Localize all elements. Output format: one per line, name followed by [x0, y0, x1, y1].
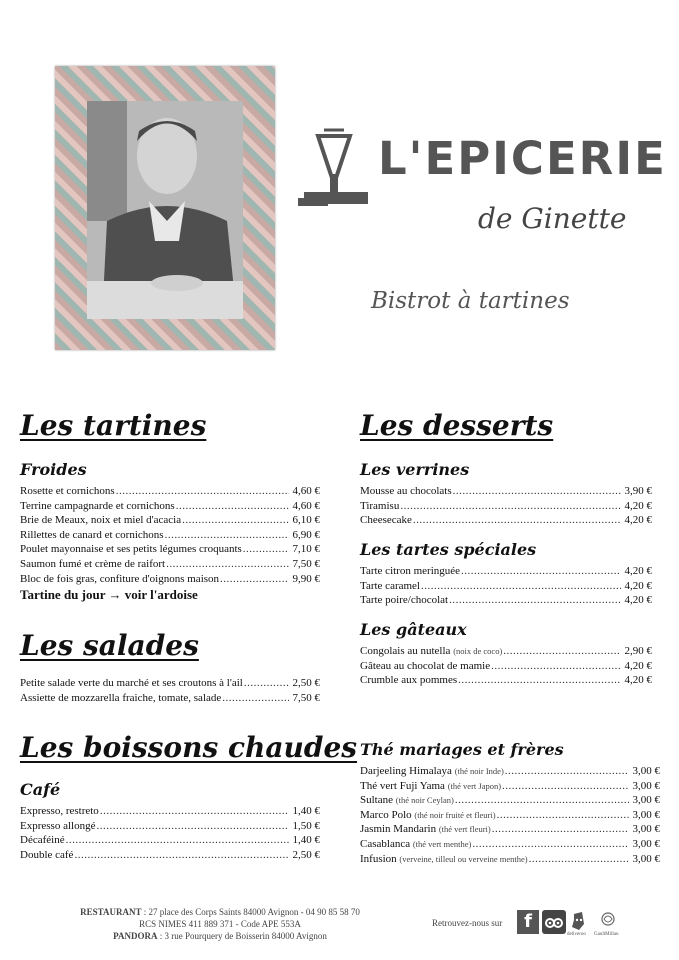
list-item: Décaféiné ..... 1,40 €	[20, 833, 320, 848]
list-item: Mousse au chocolats ..... 3,90 €	[360, 484, 652, 499]
brand-subtitle: de Ginette	[478, 202, 627, 235]
gateaux-list	[360, 644, 652, 688]
tartine-du-jour: Tartine du jour → voir l'ardoise	[20, 587, 198, 603]
rcs-line: RCS NIMES 411 889 371 - Code APE 553A	[139, 919, 301, 929]
gm-caption: GaultMillau	[594, 932, 619, 937]
footer-address	[40, 906, 400, 942]
list-item: Tiramisu ..... 4,20 €	[360, 499, 652, 514]
scale-logo-icon	[298, 128, 370, 212]
list-item: Brie de Meaux, noix et miel d'acacia ..... 6,10 €	[20, 513, 320, 528]
the-list	[360, 764, 660, 866]
cafe-subheading: Café	[20, 780, 61, 799]
list-item: Bloc de fois gras, confiture d'oignons maison ..... 9,90 €	[20, 572, 320, 587]
gault-millau-icon[interactable]	[594, 910, 622, 934]
list-item: Jasmin Mandarin (thé vert fleuri) ..... 3,00 €	[360, 822, 660, 837]
list-item: Petite salade verte du marché et ses croutons à l'ail ..... 2,50 €	[20, 676, 320, 691]
restaurant-line: RESTAURANT : 27 place des Corps Saints 84000 Avignon - 04 90 85 58 70	[80, 907, 360, 917]
list-item: Cheesecake ..... 4,20 €	[360, 513, 652, 528]
salades-list	[20, 676, 320, 705]
verrines-list	[360, 484, 652, 528]
verrines-subheading: Les verrines	[360, 460, 470, 479]
list-item: Assiette de mozzarella fraiche, tomate, salade ..... 7,50 €	[20, 691, 320, 706]
gateaux-subheading: Les gâteaux	[360, 620, 467, 639]
boissons-heading: Les boissons chaudes	[20, 731, 358, 764]
brand-tagline: Bistrot à tartines	[371, 288, 570, 314]
list-item: Saumon fumé et crème de raifort ..... 7,50 €	[20, 557, 320, 572]
list-item: Expresso allongé ..... 1,50 €	[20, 819, 320, 834]
boy-portrait-image	[87, 101, 243, 319]
the-heading: Thé mariages et frères	[360, 740, 564, 759]
vintage-boy-photo	[87, 101, 243, 319]
tripadvisor-icon[interactable]	[542, 910, 566, 934]
list-item: Tarte citron meringuée ..... 4,20 €	[360, 564, 652, 579]
list-item: Sultane (thé noir Ceylan) ..... 3,00 €	[360, 793, 660, 808]
list-item: Tarte poire/chocolat ..... 4,20 €	[360, 593, 652, 608]
list-item: Thé vert Fuji Yama (thé vert Japon) ..... 3,00 €	[360, 779, 660, 794]
salades-heading: Les salades	[20, 629, 199, 662]
social-label: Retrouvez-nous sur	[432, 918, 503, 928]
facebook-icon[interactable]: f	[517, 910, 539, 934]
list-item: Terrine campagnarde et cornichons ..... 4,60 €	[20, 499, 320, 514]
pandora-line: PANDORA : 3 rue Pourquery de Boisserin 84000 Avignon	[113, 931, 327, 941]
list-item: Marco Polo (thé noir fruité et fleuri) ..... 3,00 €	[360, 808, 660, 823]
list-item: Expresso, restreto ..... 1,40 €	[20, 804, 320, 819]
list-item: Casablanca (thé vert menthe) ..... 3,00 €	[360, 837, 660, 852]
list-item: Tarte caramel ..... 4,20 €	[360, 579, 652, 594]
list-item: Rillettes de canard et cornichons ..... 6,90 €	[20, 528, 320, 543]
list-item: Darjeeling Himalaya (thé noir Inde) ..... 3,00 €	[360, 764, 660, 779]
list-item: Congolais au nutella (noix de coco) ..... 2,90 €	[360, 644, 652, 659]
list-item: Poulet mayonnaise et ses petits légumes croquants ..... 7,10 €	[20, 542, 320, 557]
list-item: Gâteau au chocolat de mamie ..... 4,20 €	[360, 659, 652, 674]
tartes-list	[360, 564, 652, 608]
delivery-icon[interactable]	[568, 910, 590, 934]
cafe-list	[20, 804, 320, 862]
tartines-heading: Les tartines	[20, 409, 207, 442]
list-item: Crumble aux pommes ..... 4,20 €	[360, 673, 652, 688]
tartines-subheading: Froides	[20, 460, 87, 479]
list-item: Infusion (verveine, tilleul ou verveine menthe) ..... 3,00 €	[360, 852, 660, 867]
brand-title: L'EPICERIE	[378, 132, 667, 185]
list-item: Rosette et cornichons ..... 4,60 €	[20, 484, 320, 499]
tartes-subheading: Les tartes spéciales	[360, 540, 537, 559]
list-item: Double café ..... 2,50 €	[20, 848, 320, 863]
desserts-heading: Les desserts	[360, 409, 554, 442]
tartines-list	[20, 484, 320, 603]
delivery-caption: deliveroo	[567, 932, 586, 937]
